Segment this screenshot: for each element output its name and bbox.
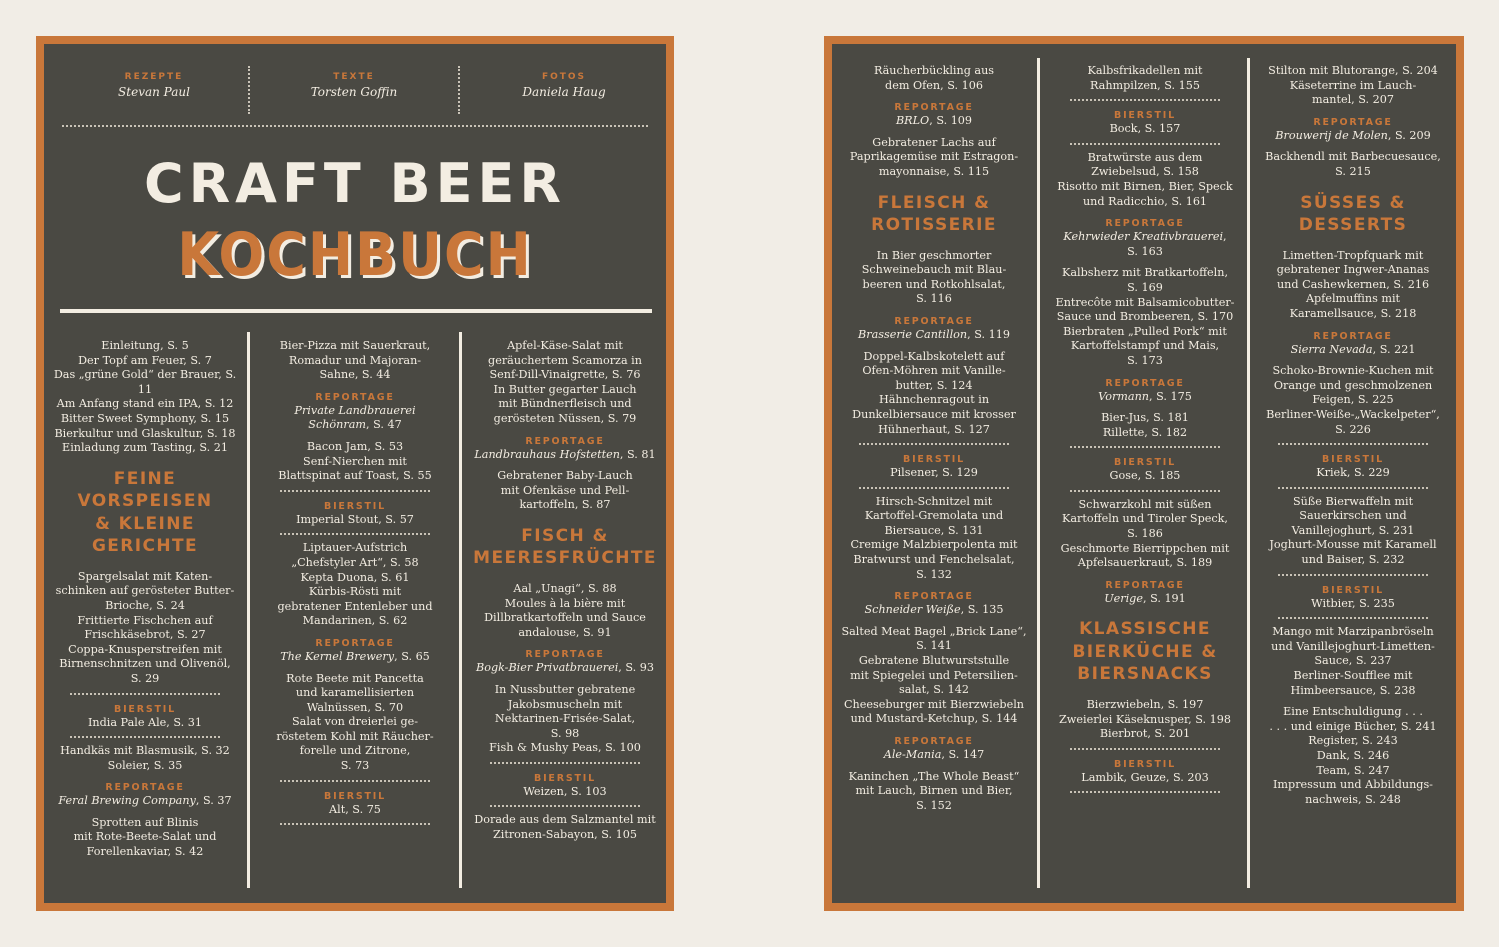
spacer [472, 462, 658, 469]
toc-entry: Moules à la bière mit Dillbratkartoffeln und Sauce andalouse, S. 91 [484, 596, 646, 639]
bierstil-label: BIERSTIL [1322, 584, 1384, 596]
dotted-divider [1070, 490, 1220, 492]
dotted-divider [859, 443, 1009, 445]
toc-entry: Cheeseburger mit Bierzwiebeln und Mustard-Ketchup, S. 144 [843, 697, 1024, 726]
bierstil-entry: Lambik, Geuze, S. 203 [1081, 770, 1209, 784]
toc-entry: In Bier geschmorter Schweinebauch mit Blau- beeren und Rotkohlsalat, S. 116 [861, 248, 1007, 306]
credit-label: FOTOS [541, 72, 587, 82]
section-heading: FEINE VORSPEISEN & KLEINE GERICHTE [77, 468, 213, 557]
credit-recipes [54, 72, 254, 99]
reportage-label: REPORTAGE [1313, 330, 1393, 342]
reportage-label: REPORTAGE [525, 649, 605, 661]
reportage-label: REPORTAGE [105, 782, 185, 794]
dotted-divider [70, 693, 220, 695]
toc-entry: Berliner-Weiße-„Wackelpeter“, S. 226 [1266, 407, 1440, 436]
toc-entry: In Nussbutter gebratene Jakobsmuscheln mit Nektarinen-Frisée-Salat, S. 98 [494, 682, 636, 740]
dotted-divider [859, 487, 1009, 489]
toc-entry: Gebratener Baby-Lauch mit Ofenkäse und Pell- kartoffeln, S. 87 [497, 469, 633, 512]
bierstil-entry: Weizen, S. 103 [523, 784, 607, 798]
credit-divider [248, 66, 250, 114]
bierstil-label: BIERSTIL [324, 500, 386, 512]
book-title-line1: CRAFT BEER [143, 152, 567, 215]
toc-column-6 [1258, 64, 1448, 807]
toc-entry: Sprotten auf Blinis mit Rote-Beete-Salat und Forellenkaviar, S. 42 [73, 815, 217, 859]
reportage-entry [1258, 343, 1448, 358]
toc-entry: Frittierte Fischchen auf Frischkäsebrot, S. 27 [77, 613, 213, 642]
dotted-divider [280, 533, 430, 535]
reportage-label: REPORTAGE [894, 315, 974, 327]
toc-entry: Entrecôte mit Balsamicobutter- Sauce und Brombeeren, S. 170 [1055, 295, 1235, 324]
bierstil-label: BIERSTIL [903, 454, 965, 466]
toc-entry: Einladung zum Tasting, S. 21 [62, 441, 228, 455]
dotted-divider [1070, 748, 1220, 750]
toc-entry: Hähnchenragout in Dunkelbiersauce mit krosser Hühnerhaut, S. 127 [852, 393, 1016, 436]
dotted-divider [70, 736, 220, 738]
reportage-name: BRLO [895, 114, 930, 128]
reportage-page: , S. 147 [941, 748, 985, 761]
reportage-label: REPORTAGE [1105, 579, 1185, 591]
dotted-divider [280, 780, 430, 782]
spacer [1050, 259, 1240, 266]
toc-column-3 [472, 339, 658, 843]
bierstil-label: BIERSTIL [1322, 454, 1384, 466]
reportage-entry [838, 603, 1030, 618]
toc-entry: Rote Beete mit Pancetta und karamellisierten Walnüssen, S. 70 [286, 671, 424, 714]
spacer [50, 809, 240, 816]
toc-entry: Eine Entschuldigung . . . . . . und einige Bücher, S. 241 [1269, 705, 1437, 733]
spacer [838, 618, 1030, 625]
toc-entry: Kepta Duona, S. 61 [300, 570, 410, 584]
toc-entry: Kalbsherz mit Bratkartoffeln, S. 169 [1061, 266, 1229, 294]
bierstil-entry: India Pale Ale, S. 31 [87, 715, 203, 729]
reportage-page: , S. 135 [960, 603, 1004, 617]
toc-entry: Apfelmuffins mit Karamellsauce, S. 218 [1289, 292, 1417, 320]
reportage-entry [838, 328, 1030, 343]
toc-entry: Stilton mit Blutorange, S. 204 [1268, 64, 1438, 77]
toc-column-2 [260, 339, 450, 831]
reportage-name: Schneider Weiße [864, 603, 961, 617]
bierstil-entry: Bock, S. 157 [1109, 122, 1181, 136]
reportage-entry [1258, 129, 1448, 144]
column-divider [459, 332, 462, 888]
toc-entry: Joghurt-Mousse mit Karamell und Baiser, S. 232 [1269, 538, 1437, 567]
toc-entry: Gebratene Blutwurststulle mit Spiegelei und Petersilien- salat, S. 142 [850, 654, 1018, 697]
toc-entry: Doppel-Kalbskotelett auf Ofen-Möhren mit Vanille- butter, S. 124 [862, 349, 1006, 392]
reportage-entry [260, 404, 450, 433]
dotted-divider [1070, 99, 1220, 101]
credit-label: REZEPTE [124, 72, 184, 82]
toc-entry: Berliner-Soufflee mit Himbeersauce, S. 238 [1290, 669, 1416, 697]
reportage-page: , S. 191 [1142, 591, 1186, 605]
toc-entry: Käseterrine im Lauch- mantel, S. 207 [1289, 78, 1417, 107]
toc-entry: Hirsch-Schnitzel mit Kartoffel-Gremolata und Biersauce, S. 131 [864, 494, 1004, 537]
credit-name: Stevan Paul [118, 85, 190, 99]
toc-entry: Liptauer-Aufstrich „Chefstyler Art“, S. 58 [291, 541, 419, 569]
credit-label: TEXTE [333, 72, 375, 82]
spacer [1258, 143, 1448, 150]
reportage-page: , S. 109 [929, 114, 973, 128]
toc-entry: Zweierlei Käseknusper, S. 198 [1059, 712, 1231, 726]
reportage-name: Brouwerij de Molen [1275, 128, 1388, 142]
reportage-page: , S. 37 [195, 794, 232, 808]
toc-entry: Gebratener Lachs auf Paprikagemüse mit Estragon- mayonnaise, S. 115 [849, 135, 1019, 178]
reportage-label: REPORTAGE [525, 435, 605, 447]
reportage-name: Ale-Mania [883, 748, 942, 761]
reportage-page: , S. 81 [619, 447, 656, 461]
section-heading: FLEISCH & ROTISSERIE [871, 192, 997, 236]
reportage-name: Vormann [1098, 389, 1149, 403]
reportage-label: REPORTAGE [315, 637, 395, 649]
spacer [838, 343, 1030, 350]
reportage-entry [50, 794, 240, 809]
toc-entry: Rillette, S. 182 [1102, 425, 1188, 439]
toc-entry: Coppa-Knusperstreifen mit Birnenschnitzen und Olivenöl, S. 29 [59, 642, 231, 685]
spacer [1258, 698, 1448, 705]
dotted-divider [1278, 487, 1428, 489]
reportage-entry [1050, 230, 1240, 259]
reportage-page: , S. 119 [967, 327, 1010, 341]
reportage-name: The Kernel Brewery [280, 649, 395, 663]
toc-entry: Am Anfang stand ein IPA, S. 12 [56, 397, 234, 411]
toc-entry: Risotto mit Birnen, Bier, Speck und Radicchio, S. 161 [1057, 179, 1233, 208]
bierstil-label: BIERSTIL [114, 703, 176, 715]
reportage-name: Feral Brewing Company [58, 794, 196, 808]
toc-entry: Limetten-Tropfquark mit gebratener Ingwer-Ananas und Cashewkernen, S. 216 [1276, 248, 1430, 291]
toc-entry: Bacon Jam, S. 53 [306, 439, 404, 453]
toc-entry: Süße Bierwaffeln mit Sauerkirschen und Vanillejoghurt, S. 231 [1291, 494, 1415, 537]
toc-entry: Schwarzkohl mit süßen Kartoffeln und Tiroler Speck, S. 186 [1062, 497, 1228, 541]
column-divider [1037, 58, 1040, 888]
reportage-page: , S. 209 [1387, 128, 1431, 142]
toc-entry: Einleitung, S. 5 [101, 339, 189, 352]
credit-name: Daniela Haug [522, 85, 606, 99]
reportage-page: , S. 221 [1372, 342, 1416, 356]
bierstil-label: BIERSTIL [1114, 457, 1176, 469]
dotted-divider [1278, 443, 1428, 445]
credit-texts [254, 72, 454, 99]
toc-entry: Salat von dreierlei ge- röstetem Kohl mit Räucher- forelle und Zitrone, S. 73 [276, 715, 434, 773]
toc-entry: Dank, S. 246 [1316, 749, 1390, 762]
spacer [1050, 404, 1240, 411]
dotted-divider [1278, 574, 1428, 576]
bierstil-entry: Alt, S. 75 [329, 802, 381, 816]
reportage-label: REPORTAGE [1105, 377, 1185, 389]
reportage-page: , S. 47 [365, 418, 402, 432]
toc-entry: Handkäs mit Blasmusik, S. 32 [60, 744, 230, 758]
reportage-name: Uerige [1104, 591, 1143, 605]
reportage-entry [838, 114, 1030, 129]
toc-column-5 [1050, 64, 1240, 799]
section-heading: KLASSISCHE BIERKÜCHE & BIERSNACKS [1072, 619, 1218, 685]
bierstil-label: BIERSTIL [1114, 758, 1176, 770]
reportage-entry [472, 448, 658, 463]
bierstil-entry: Pilsener, S. 129 [890, 466, 978, 480]
toc-entry: Register, S. 243 [1308, 734, 1398, 748]
toc-entry: Dorade aus dem Salzmantel mit Zitronen-Sabayon, S. 105 [474, 813, 656, 842]
reportage-label: REPORTAGE [894, 102, 974, 114]
toc-entry: Räucherbückling aus dem Ofen, S. 106 [873, 64, 995, 92]
toc-entry: Fish & Mushy Peas, S. 100 [489, 741, 641, 755]
book-title-line2: KOCHBUCH [177, 220, 533, 290]
left-page [36, 36, 674, 911]
toc-entry: Cremige Malzbierpolenta mit Bratwurst und Fenchelsalat, S. 132 [850, 538, 1018, 581]
toc-entry: Bierbraten „Pulled Pork“ mit Kartoffelstampf und Mais, S. 173 [1063, 324, 1227, 367]
reportage-page: , S. 175 [1148, 389, 1192, 403]
credit-photos [464, 72, 664, 99]
reportage-label: REPORTAGE [1105, 218, 1185, 230]
reportage-name: Kehrwieder Kreativbrauerei [1063, 230, 1224, 244]
toc-entry: Schoko-Brownie-Kuchen mit Orange und geschmolzenen Feigen, S. 225 [1272, 364, 1434, 407]
bierstil-entry: Witbier, S. 235 [1311, 596, 1395, 610]
reportage-entry [1050, 390, 1240, 405]
reportage-entry [1050, 592, 1240, 607]
reportage-page: , S. 93 [618, 661, 655, 675]
toc-entry: Das „grüne Gold“ der Brauer, S. 11 [53, 368, 237, 396]
toc-entry: Soleier, S. 35 [107, 758, 183, 772]
reportage-entry [472, 661, 658, 676]
reportage-label: REPORTAGE [894, 736, 974, 747]
reportage-name: Sierra Nevada [1290, 342, 1373, 356]
spacer [260, 665, 450, 672]
toc-entry: Bratwürste aus dem Zwiebelsud, S. 158 [1087, 150, 1203, 179]
toc-entry: Impressum und Abbildungs- nachweis, S. 248 [1273, 778, 1433, 806]
credit-divider [458, 66, 460, 114]
dotted-divider [490, 762, 640, 764]
reportage-name: Private Landbrauerei Schönram [294, 403, 416, 432]
toc-entry: Bierbrot, S. 201 [1099, 727, 1191, 741]
reportage-page: , S. 163 [1127, 230, 1227, 258]
toc-entry: Team, S. 247 [1316, 763, 1390, 777]
dotted-divider [1278, 617, 1428, 619]
toc-entry: Apfel-Käse-Salat mit geräuchertem Scamorza in Senf-Dill-Vinaigrette, S. 76 [488, 339, 642, 382]
toc-entry: Backhendl mit Barbecuesauce, S. 215 [1265, 150, 1441, 178]
toc-entry: Bierkultur und Glaskultur, S. 18 [54, 426, 236, 440]
toc-entry: Kalbsfrikadellen mit Rahmpilzen, S. 155 [1087, 64, 1203, 92]
toc-column-1 [50, 339, 240, 860]
toc-entry: In Butter gegarter Lauch mit Bündnerfleisch und gerösteten Nüssen, S. 79 [493, 382, 637, 425]
reportage-label: REPORTAGE [1313, 116, 1393, 128]
dotted-divider [490, 805, 640, 807]
dotted-divider [1070, 143, 1220, 145]
section-heading: SÜSSES & DESSERTS [1298, 192, 1408, 236]
toc-entry: Spargelsalat mit Katen- schinken auf gerösteter Butter- Brioche, S. 24 [55, 569, 235, 612]
header-dotted-rule [62, 125, 648, 127]
bierstil-entry: Gose, S. 185 [1109, 469, 1181, 483]
bierstil-label: BIERSTIL [324, 790, 386, 802]
bierstil-label: BIERSTIL [534, 772, 596, 784]
credit-name: Torsten Goffin [310, 85, 398, 99]
spacer [472, 676, 658, 683]
toc-entry: Mango mit Marzipanbröseln und Vanillejoghurt-Limetten- Sauce, S. 237 [1271, 625, 1435, 668]
toc-entry: Bier-Pizza mit Sauerkraut, Romadur und Majoran- Sahne, S. 44 [279, 339, 431, 382]
spacer [1258, 357, 1448, 364]
bierstil-entry: Imperial Stout, S. 57 [296, 512, 414, 526]
toc-entry: Bitter Sweet Symphony, S. 15 [60, 411, 230, 425]
reportage-entry [260, 650, 450, 665]
toc-entry: Bierzwiebeln, S. 197 [1086, 697, 1204, 711]
title-rule [60, 309, 652, 313]
spacer [838, 129, 1030, 136]
dotted-divider [1070, 791, 1220, 793]
reportage-name: Brasserie Cantillon [858, 327, 968, 341]
column-divider [247, 332, 250, 888]
reportage-entry [838, 748, 1030, 763]
spacer [260, 433, 450, 440]
right-page [824, 36, 1464, 911]
bierstil-label: BIERSTIL [1114, 110, 1176, 122]
reportage-label: REPORTAGE [315, 391, 395, 403]
reportage-label: REPORTAGE [894, 591, 974, 603]
dotted-divider [280, 823, 430, 825]
toc-entry: Der Topf am Feuer, S. 7 [78, 353, 212, 367]
section-heading: FISCH & MEERESFRÜCHTE [473, 525, 657, 569]
reportage-name: Landbrauhaus Hofstetten [474, 447, 620, 461]
reportage-name: Bogk-Bier Privatbrauerei [475, 661, 619, 675]
toc-entry: Aal „Unagi“, S. 88 [513, 581, 617, 595]
dotted-divider [1070, 446, 1220, 448]
toc-entry: Salted Meat Bagel „Brick Lane“, S. 141 [841, 624, 1027, 653]
reportage-page: , S. 65 [394, 649, 430, 663]
toc-entry: Kürbis-Rösti mit gebratener Entenleber und Mandarinen, S. 62 [277, 585, 433, 628]
spacer [838, 763, 1030, 770]
toc-entry: Senf-Nierchen mit Blattspinat auf Toast, S. 55 [278, 454, 432, 483]
bierstil-entry: Kriek, S. 229 [1316, 466, 1390, 480]
toc-entry: Bier-Jus, S. 181 [1101, 411, 1189, 425]
column-divider [1247, 58, 1250, 888]
toc-entry: Kaninchen „The Whole Beast“ mit Lauch, Birnen und Bier, S. 152 [848, 769, 1020, 812]
toc-entry: Geschmorte Bierrippchen mit Apfelsauerkraut, S. 189 [1060, 541, 1230, 570]
dotted-divider [280, 490, 430, 492]
toc-column-4 [838, 64, 1030, 813]
